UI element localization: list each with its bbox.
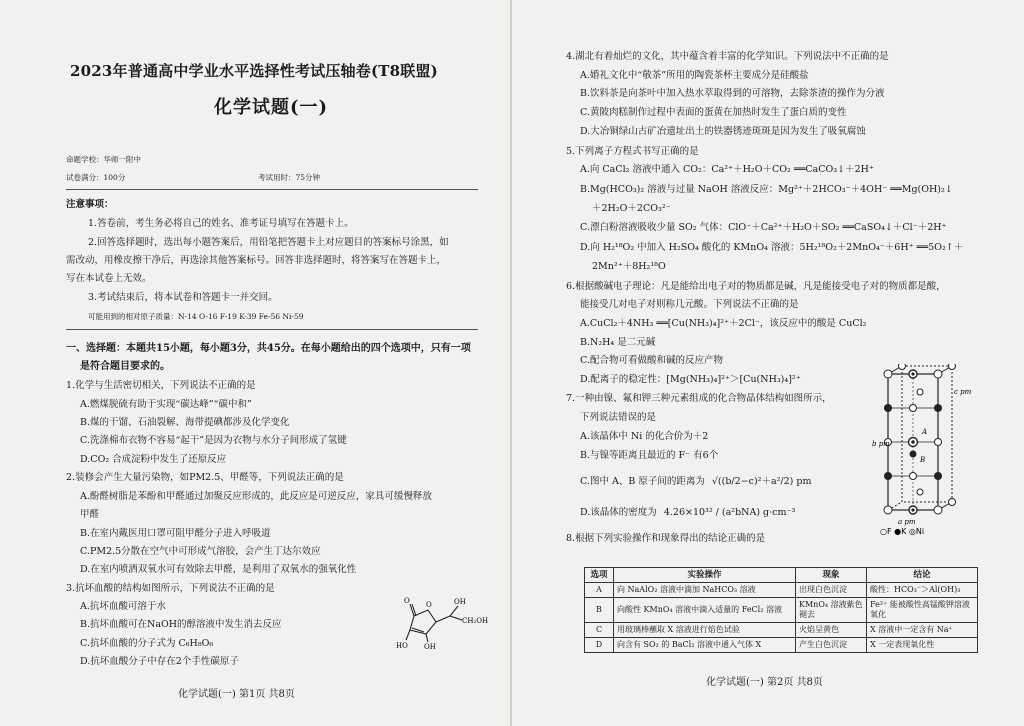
structure-label: CH₂OH xyxy=(462,617,489,625)
q5-stem: 5.下列离子方程式书写正确的是 xyxy=(566,146,699,157)
meta-school: 命题学校：华师一附中 xyxy=(66,155,141,164)
meta-time: 考试用时：75分钟 xyxy=(258,173,321,182)
dimension-a: a pm xyxy=(898,518,916,526)
q2-stem: 2.装修会产生大量污染物，如PM2.5、甲醛等，下列说法正确的是 xyxy=(66,472,344,483)
notice-line: 3.考试结束后，将本试卷和答题卡一并交回。 xyxy=(88,292,278,303)
table-cell: KMnO₄ 溶液紫色褪去 xyxy=(796,598,867,623)
structure-label: O xyxy=(426,601,432,609)
experiment-table xyxy=(584,567,978,653)
notice-title: 注意事项： xyxy=(66,199,114,210)
page-footer: 化学试题(一) 第1页 共8页 xyxy=(178,689,295,700)
q5-option-c: C.漂白粉溶液吸收少量 SO₂ 气体：ClO⁻＋Ca²⁺＋H₂O＋SO₂ ══CaSO₄↓＋Cl⁻＋2H⁺ xyxy=(580,222,947,233)
structure-label: OH xyxy=(424,643,436,650)
q7-option-d xyxy=(580,507,795,519)
q1-option-b: B.煤的干馏、石油裂解、海带提碘都涉及化学变化 xyxy=(80,417,290,428)
table-row xyxy=(585,638,978,653)
section-heading: 是符合题目要求的。 xyxy=(80,361,170,372)
q7-option-a: A.该晶体中 Ni 的化合价为＋2 xyxy=(580,431,709,442)
section-heading: 一、选择题：本题共15小题，每小题3分，共45分。在每小题给出的四个选项中，只有一项 xyxy=(66,343,471,354)
q7-option-c xyxy=(580,476,812,488)
meta-score: 试卷满分：100分 xyxy=(66,173,126,182)
q7-option-b: B.与镍等距离且最近的 F⁻ 有6个 xyxy=(580,450,719,461)
q6-option-b: B.N₂H₄ 是二元碱 xyxy=(580,337,656,348)
q4-stem: 4.湖北有着灿烂的文化，其中蕴含着丰富的化学知识。下列说法中不正确的是 xyxy=(566,51,889,62)
q5-option-d-cont: 2Mn²⁺＋8H₂¹⁸O xyxy=(592,261,666,272)
q7-option-c-formula: √((b/2−c)²＋a²/2) pm xyxy=(711,476,812,487)
table-header: 结论 xyxy=(867,568,978,583)
notice-line: 1.答卷前，考生务必将自己的姓名、准考证号填写在答题卡上。 xyxy=(88,218,354,229)
q3-stem: 3.抗坏血酸的结构如图所示，下列说法不正确的是 xyxy=(66,583,275,594)
q8-stem: 8.根据下列实验操作和现象得出的结论正确的是 xyxy=(566,533,766,544)
table-row xyxy=(585,623,978,638)
q2-option-c: C.PM2.5分散在空气中可形成气溶胶，会产生丁达尔效应 xyxy=(80,546,321,557)
table-cell: B xyxy=(585,598,614,623)
q2-option-b: B.在室内戴医用口罩可阻甲醛分子进入呼吸道 xyxy=(80,528,271,539)
table-row xyxy=(585,598,978,623)
q2-option-d: D.在室内喷洒双氧水可有效除去甲醛，是利用了双氧水的强氧化性 xyxy=(80,564,357,575)
q1-option-c: C.洗涤棉布衣物不容易“起干”是因为衣物与水分子间形成了氢键 xyxy=(80,435,347,446)
table-cell: 产生白色沉淀 xyxy=(796,638,867,653)
q3-option-c: C.抗坏血酸的分子式为 C₆H₈O₆ xyxy=(80,638,214,649)
q3-option-d: D.抗坏血酸分子中存在2个手性碳原子 xyxy=(80,656,239,667)
q4-option-b: B.饮料茶是向茶叶中加入热水萃取得到的可溶物，去除茶渣的操作为分液 xyxy=(580,88,885,99)
atomic-mass: 可能用到的相对原子质量：N-14 O-16 F-19 K-39 Fe-56 Ni-59 xyxy=(88,312,304,321)
q2-option-a-cont: 甲醛 xyxy=(80,509,100,520)
notice-line: 2.回答选择题时，选出每小题答案后，用铅笔把答题卡上对应题目的答案标号涂黑，如 xyxy=(88,237,449,248)
q7-option-d-formula: 4.26×10³² / (a²bNA) g·cm⁻³ xyxy=(663,507,796,518)
table-cell: 向含有 SO₂ 的 BaCl₂ 溶液中通入气体 X xyxy=(614,638,796,653)
exam-subtitle: 化学试题(一) xyxy=(214,97,329,118)
q5-option-b: B.Mg(HCO₃)₂ 溶液与过量 NaOH 溶液反应：Mg²⁺＋2HCO₃⁻＋4OH⁻ ══Mg(OH)₂↓ xyxy=(580,184,953,195)
table-cell: 向酸性 KMnO₄ 溶液中滴入适量的 FeCl₂ 溶液 xyxy=(614,598,796,623)
q2-option-a: A.酚醛树脂是苯酚和甲醛通过加聚反应形成的，此反应是可逆反应，家具可缓慢释放 xyxy=(80,491,432,502)
dimension-b: b pm xyxy=(872,440,890,448)
dimension-c: c pm xyxy=(954,388,972,396)
q1-option-a: A.燃煤脱硫有助于实现“碳达峰”“碳中和” xyxy=(80,399,252,410)
q7-option-d-text: D.该晶体的密度为 xyxy=(580,507,657,518)
structure-label: O xyxy=(404,597,410,605)
q7-option-c-text: C.图中 A、B 原子间的距离为 xyxy=(580,476,705,487)
table-header: 实验操作 xyxy=(614,568,796,583)
table-cell: A xyxy=(585,583,614,598)
crystal-structure-figure xyxy=(872,364,972,536)
table-cell: X 一定表现氧化性 xyxy=(867,638,978,653)
q7-stem: 7.一种由镍、氟和钾三种元素组成的化合物晶体结构如图所示， xyxy=(566,393,832,404)
q1-option-d: D.CO₂ 合成淀粉中发生了还原反应 xyxy=(80,454,227,465)
q1-stem: 1.化学与生活密切相关，下列说法不正确的是 xyxy=(66,380,256,391)
table-cell: C xyxy=(585,623,614,638)
table-cell: 酸性：HCO₃⁻＞Al(OH)₃ xyxy=(867,583,978,598)
table-header: 现象 xyxy=(796,568,867,583)
q4-option-d: D.大冶铜绿山古矿冶遗址出土的铁器锈迹斑斑是因为发生了吸氧腐蚀 xyxy=(580,126,866,137)
table-cell: 用玻璃棒蘸取 X 溶液进行焰色试验 xyxy=(614,623,796,638)
q3-option-b: B.抗坏血酸可在NaOH的醇溶液中发生消去反应 xyxy=(80,619,282,630)
q5-option-b-cont: ＋2H₂O＋2CO₃²⁻ xyxy=(592,203,671,214)
q4-option-c: C.黄陂肉糕制作过程中表面的蛋黄在加热时发生了蛋白质的变性 xyxy=(580,107,847,118)
q7-stem-cont: 下列说法错误的是 xyxy=(580,412,657,423)
atom-label-b: B xyxy=(920,456,926,464)
q5-option-d: D.向 H₂¹⁸O₂ 中加入 H₂SO₄ 酸化的 KMnO₄ 溶液：5H₂¹⁸O₂＋2MnO₄⁻＋6H⁺ ══5O₂↑＋ xyxy=(580,242,964,253)
table-cell: 出现白色沉淀 xyxy=(796,583,867,598)
q3-option-a: A.抗坏血酸可溶于水 xyxy=(80,601,166,612)
q6-stem: 6.根据酸碱电子理论：凡是能给出电子对的物质都是碱，凡是能接受电子对的物质都是酸， xyxy=(566,281,946,292)
q6-option-d: D.配离子的稳定性：[Mg(NH₃)₄]²⁺＞[Cu(NH₃)₄]²⁺ xyxy=(580,374,801,385)
q6-stem-cont: 能接受几对电子对则称几元酸。下列说法不正确的是 xyxy=(580,299,799,310)
q6-option-c: C.配合物可看做酸和碱的反应产物 xyxy=(580,355,723,366)
exam-title: 2023年普通高中学业水平选择性考试压轴卷(T8联盟) xyxy=(70,62,438,80)
table-cell: 火焰呈黄色 xyxy=(796,623,867,638)
table-header: 选项 xyxy=(585,568,614,583)
table-cell: D xyxy=(585,638,614,653)
page-footer: 化学试题(一) 第2页 共8页 xyxy=(706,677,823,688)
notice-line: 写在本试卷上无效。 xyxy=(66,273,152,284)
notice-line: 需改动，用橡皮擦干净后，再选涂其他答案标号。回答非选择题时，将答案写在答题卡上， xyxy=(66,255,447,266)
table-cell: Fe²⁺ 能被酸性高锰酸钾溶液氧化 xyxy=(867,598,978,623)
atom-label-a: A xyxy=(922,428,928,436)
q5-option-a: A.向 CaCl₂ 溶液中通入 CO₂：Ca²⁺＋H₂O＋CO₂ ══CaCO₃↓＋2H⁺ xyxy=(580,164,874,175)
q4-option-a: A.婚礼文化中“敬茶”所用的陶瓷茶杯主要成分是硅酸盐 xyxy=(580,70,809,81)
table-row xyxy=(585,583,978,598)
q6-option-a: A.CuCl₂＋4NH₃ ══[Cu(NH₃)₄]²⁺＋2Cl⁻，该反应中的酸是 CuCl₂ xyxy=(580,318,867,329)
atom-legend: ○F ●K ◎Ni xyxy=(880,527,925,536)
structure-label: HO xyxy=(396,642,408,650)
table-header-row xyxy=(585,568,978,583)
structure-label: OH xyxy=(454,598,466,606)
table-cell: X 溶液中一定含有 Na⁺ xyxy=(867,623,978,638)
table-cell: 向 NaAlO₂ 溶液中滴加 NaHCO₃ 溶液 xyxy=(614,583,796,598)
